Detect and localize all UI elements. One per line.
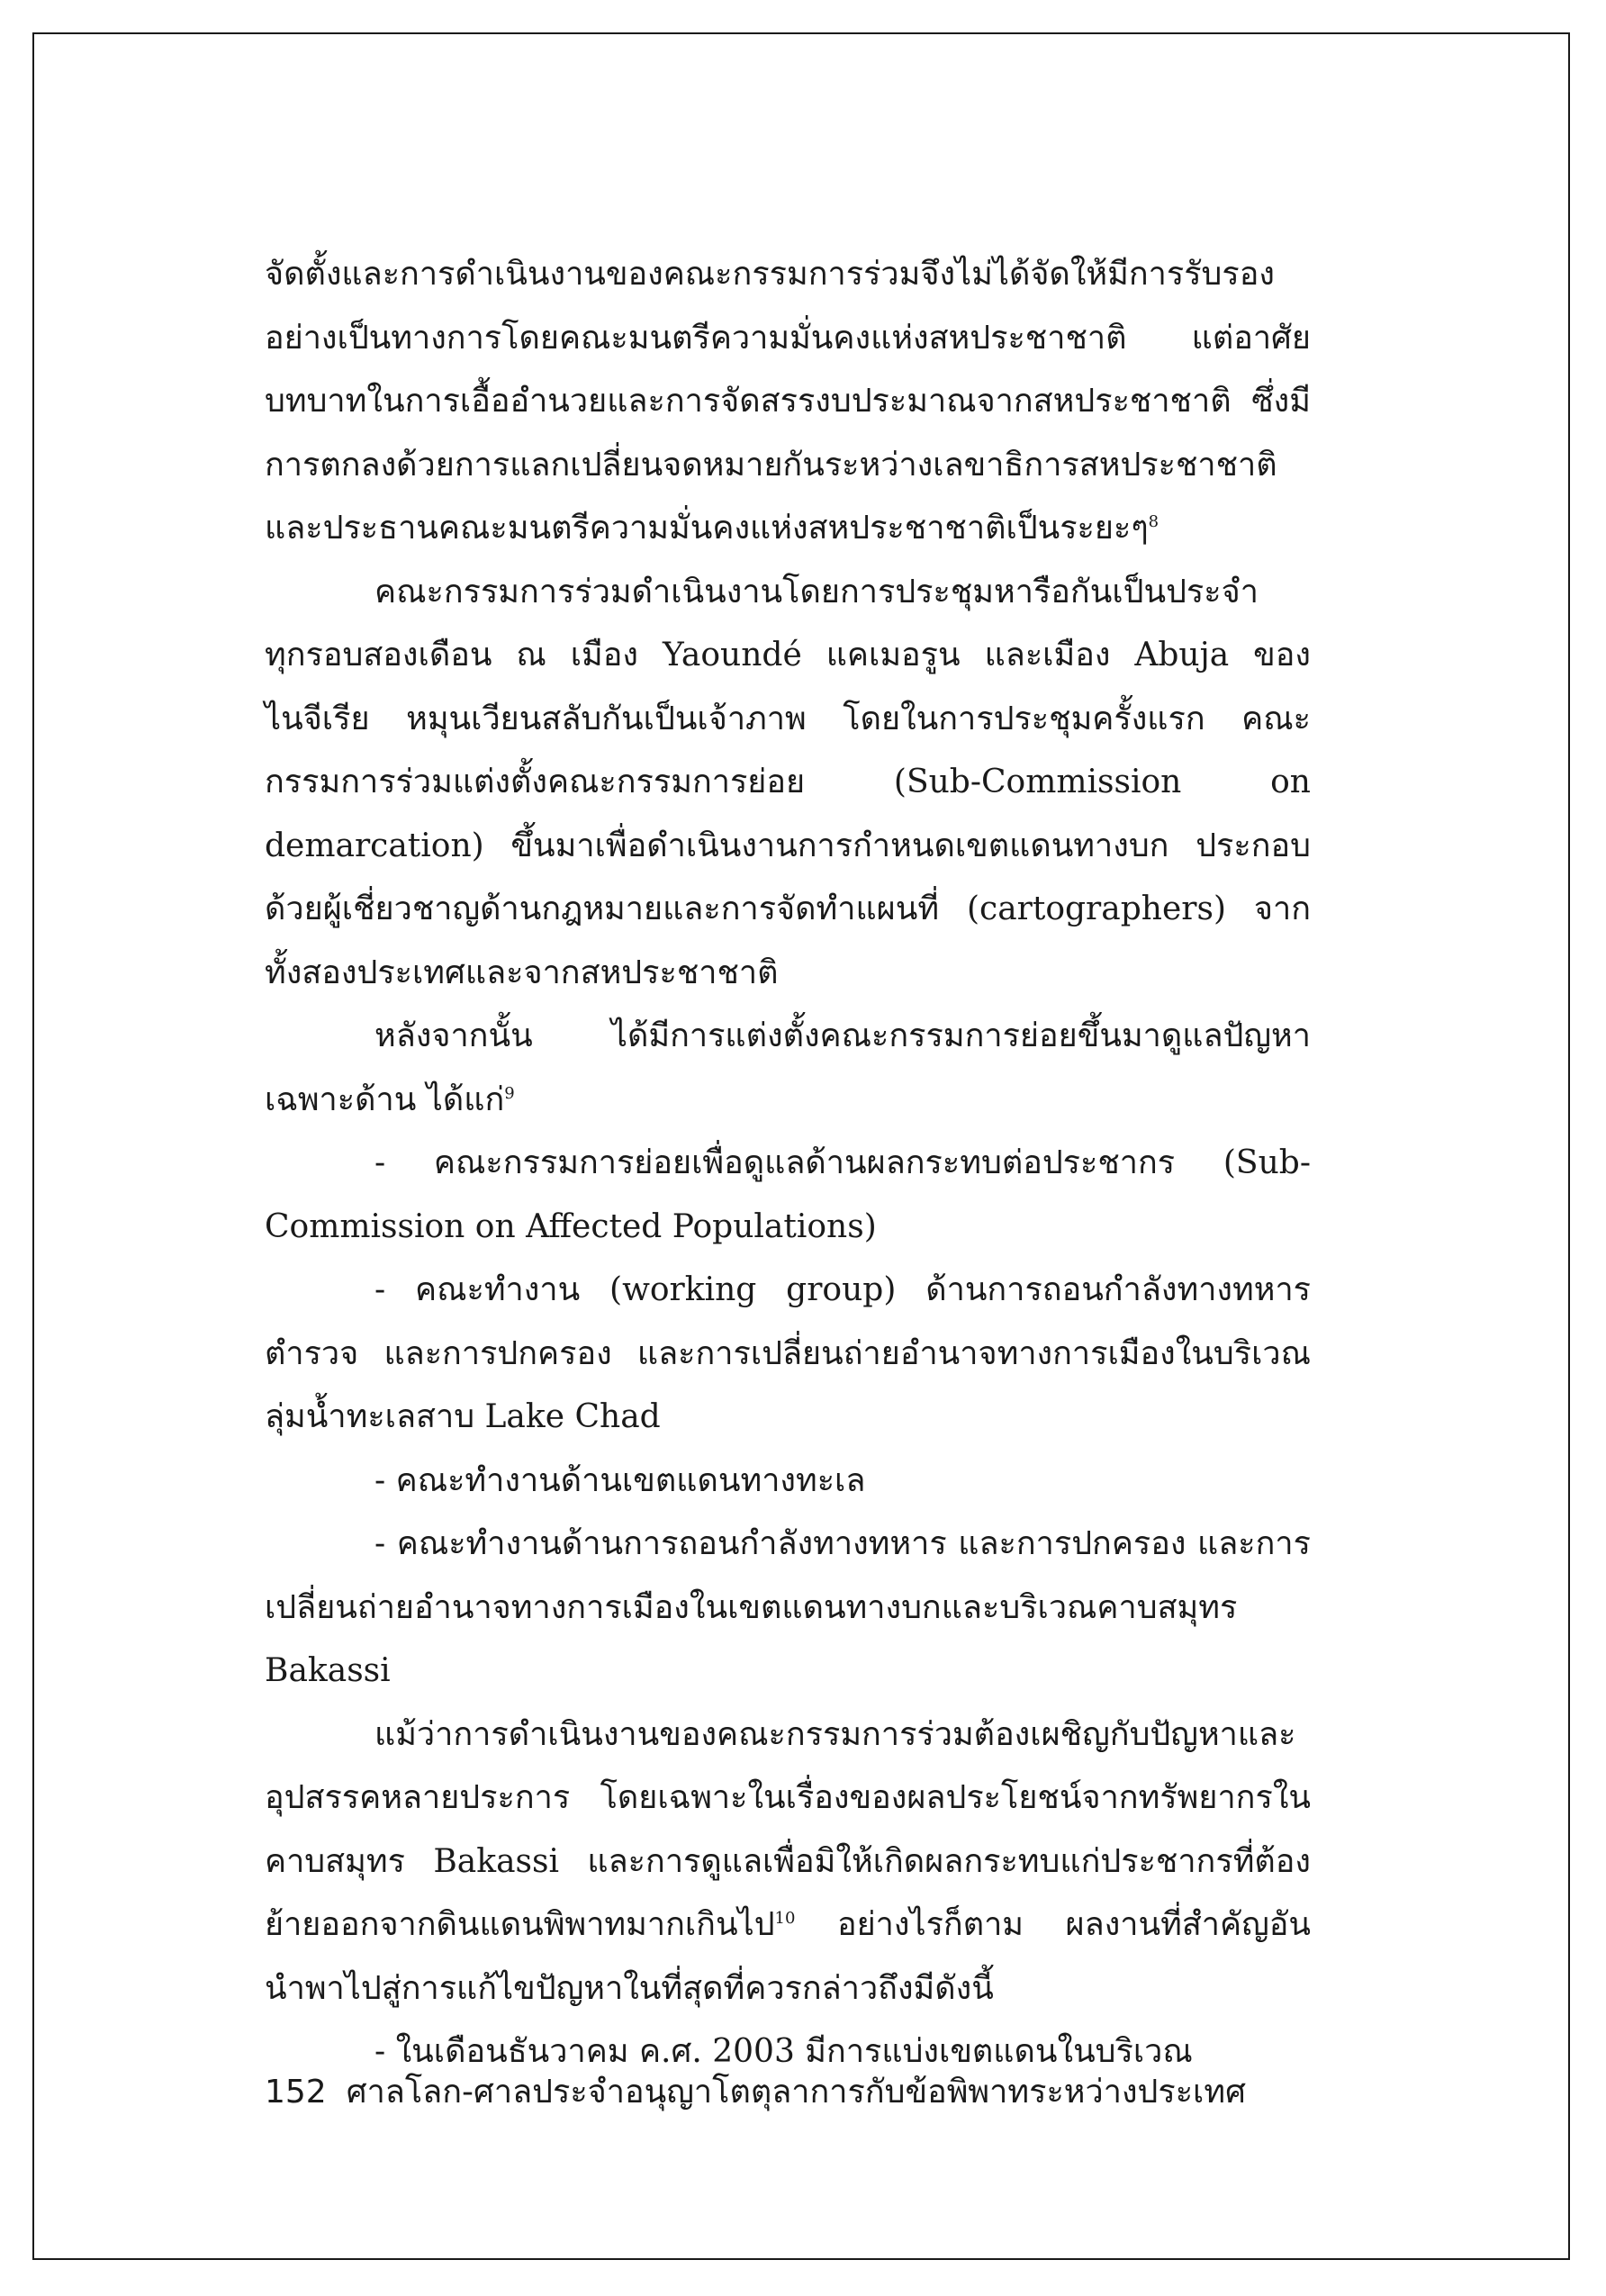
paragraph-subcommissions-intro: หลังจากนั้น ได้มีการแต่งตั้งคณะกรรมการย่อยขึ้นมาดูแลปัญหาเฉพาะด้าน ได้แก่$^9$ bbox=[265, 1017, 1311, 1118]
footnote-marker: 8 bbox=[1148, 512, 1159, 531]
body-text bbox=[265, 243, 1311, 2084]
list-item: - คณะทำงานด้านการถอนกำลังทางทหาร และการปกครอง และการเปลี่ยนถ่ายอำนาจทางการเมืองในเขตแดนทางบกและบริเวณคาบสมุทร Bakassi bbox=[265, 1525, 1311, 1689]
list-item: - คณะกรรมการย่อยเพื่อดูแลด้านผลกระทบต่อประชากร (Sub-Commission on Affected Populations) bbox=[265, 1144, 1311, 1245]
paragraph-challenges: แม้ว่าการดำเนินงานของคณะกรรมการร่วมต้องเผชิญกับปัญหาและอุปสรรคหลายประการ โดยเฉพาะในเรื่องของผลประโยชน์จากทรัพยากรในคาบสมุทร Bakassi และการดูแลเพื่อมิให้เกิดผลกระทบแก่ประชากรที่ต้องย้ายออกจากดินแดนพิพาทมากเกินไป$^{10}$ อย่างไรก็ตาม ผลงานที่สำคัญอันนำพาไปสู่การแก้ไขปัญหาในที่สุดที่ควรกล่าวถึงมีดังนี้ bbox=[265, 1715, 1311, 2007]
page-footer bbox=[265, 2071, 1345, 2114]
list-item: - ในเดือนธันวาคม ค.ศ. 2003 มีการแบ่งเขตแดนในบริเวณ bbox=[374, 2033, 1193, 2070]
footnote-marker: 10 bbox=[774, 1909, 796, 1928]
paragraph-continuation: จัดตั้งและการดำเนินงานของคณะกรรมการร่วมจึงไม่ได้จัดให้มีการรับรองอย่างเป็นทางการโดยคณะมนตรีความมั่นคงแห่งสหประชาชาติ แต่อาศัยบทบาทในการเอื้ออำนวยและการจัดสรรงบประมาณจากสหประชาชาติ ซึ่งมีการตกลงด้วยการแลกเปลี่ยนจดหมายกันระหว่างเลขาธิการสหประชาชาติและประธานคณะมนตรีความมั่นคงแห่งสหประชาชาติเป็นระยะๆ$^8$ bbox=[265, 256, 1311, 547]
page-number: 152 bbox=[265, 2074, 327, 2111]
list-item: - คณะทำงาน (working group) ด้านการถอนกำลังทางทหาร ตำรวจ และการปกครอง และการเปลี่ยนถ่ายอำนาจทางการเมืองในบริเวณลุ่มน้ำทะเลสาบ Lake Chad bbox=[265, 1271, 1311, 1435]
list-item: - คณะทำงานด้านเขตแดนทางทะเล bbox=[374, 1461, 866, 1499]
footnote-marker: 9 bbox=[504, 1083, 515, 1103]
running-title: ศาลโลก-ศาลประจำอนุญาโตตุลาการกับข้อพิพาทระหว่างประเทศ bbox=[346, 2074, 1246, 2111]
paragraph-joint-commission-meetings: คณะกรรมการร่วมดำเนินงานโดยการประชุมหารือกันเป็นประจำทุกรอบสองเดือน ณ เมือง Yaoundé แคเมอรูน และเมือง Abuja ของไนจีเรีย หมุนเวียนสลับกันเป็นเจ้าภาพ โดยในการประชุมครั้งแรก คณะกรรมการร่วมแต่งตั้งคณะกรรมการย่อย (Sub-Commission on demarcation) ขึ้นมาเพื่อดำเนินงานการกำหนดเขตแดนทางบก ประกอบด้วยผู้เชี่ยวชาญด้านกฎหมายและการจัดทำแผนที่ (cartographers) จากทั้งสองประเทศและจากสหประชาชาติ bbox=[265, 573, 1311, 991]
